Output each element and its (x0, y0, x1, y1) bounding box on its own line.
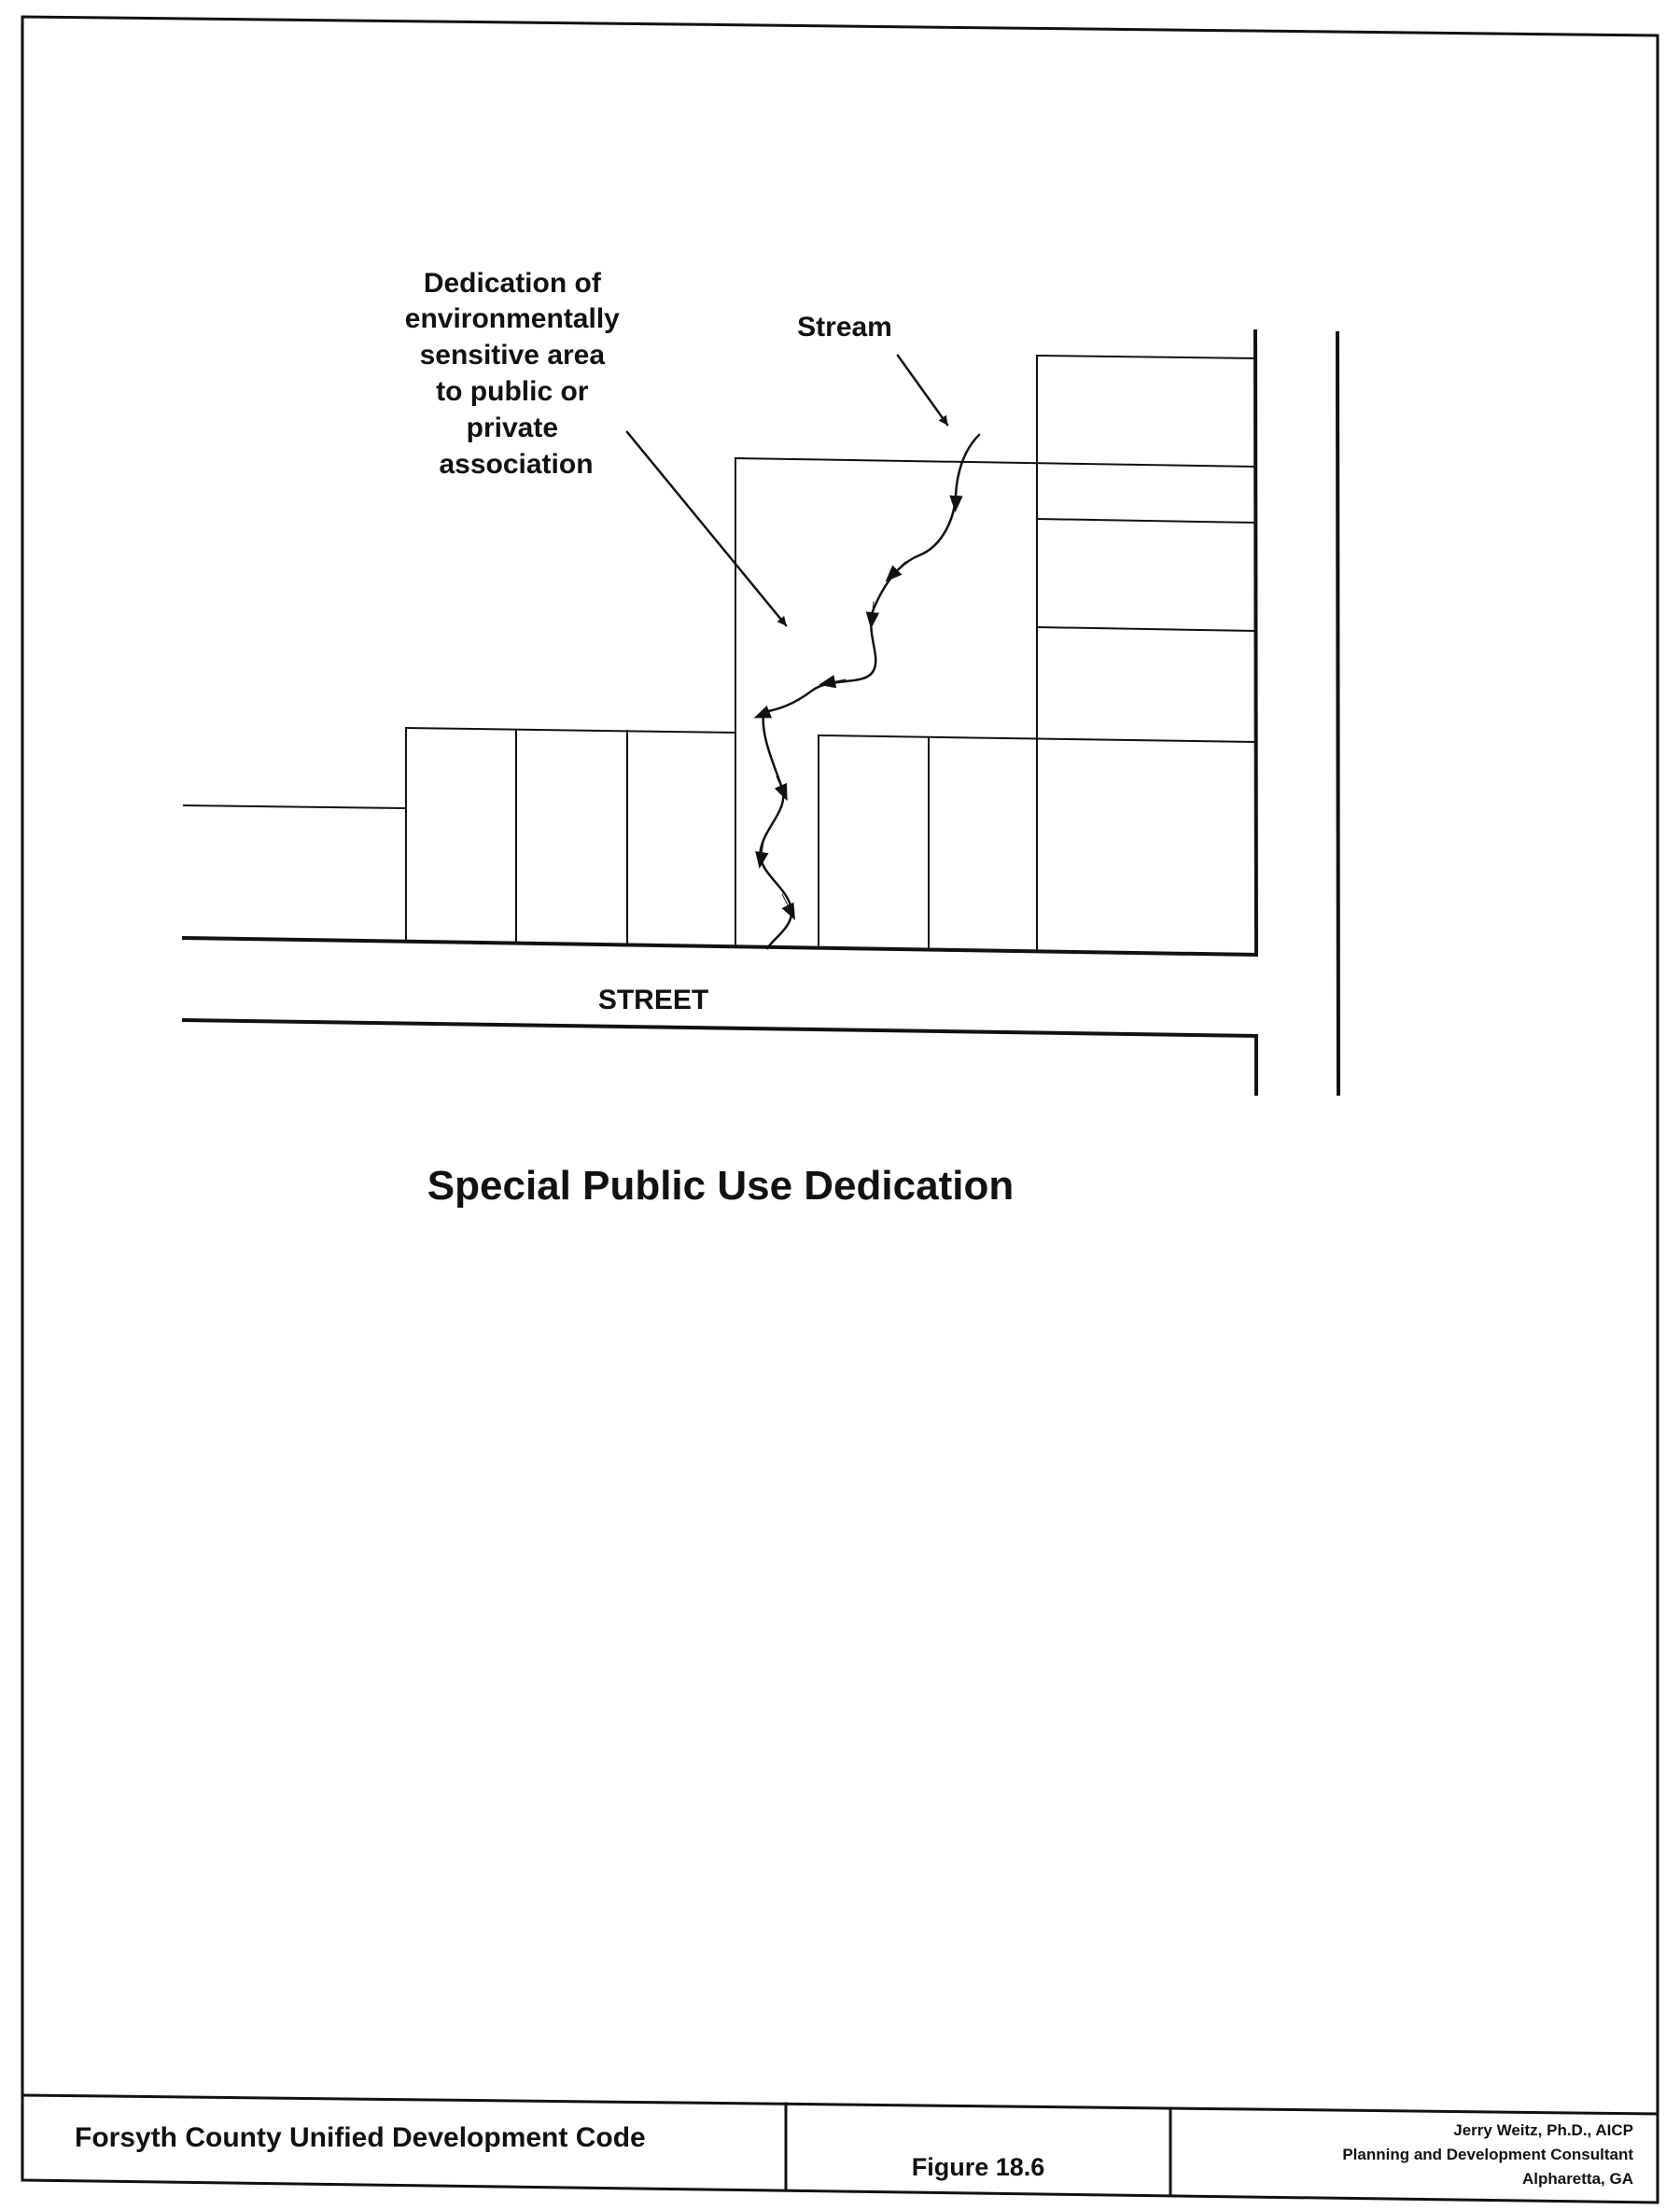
dedication-label-line: sensitive area (419, 340, 606, 371)
dedication-label (405, 268, 627, 480)
dedication-label-line: environmentally (404, 303, 620, 334)
consultant-role: Planning and Development Consultant (1342, 2146, 1633, 2163)
street-label: STREET (597, 985, 709, 1015)
consultant-location: Alpharetta, GA (1521, 2170, 1633, 2188)
title-block (22, 2095, 1658, 2193)
stream-leader-arrow (898, 356, 947, 425)
lot-lines (184, 331, 1338, 1094)
consultant-name: Jerry Weitz, Ph.D., AICP (1453, 2121, 1633, 2139)
dedication-label-line: Dedication of (423, 268, 601, 299)
lot-line (184, 805, 406, 808)
lot-line (1037, 356, 1255, 358)
title-block-top-rule (22, 2095, 1658, 2114)
figure-number: Figure 18.6 (911, 2153, 1045, 2181)
dedication-label-line: association (439, 449, 594, 480)
side-road-east-edge (1337, 333, 1338, 1094)
lot-line (1037, 519, 1255, 523)
stream-flow-arrow (777, 776, 784, 793)
side-road-west-edge (1255, 331, 1256, 955)
stream-label: Stream (797, 312, 892, 343)
stream (761, 435, 979, 948)
dedication-leader-arrow (627, 432, 786, 625)
stream-flow-arrow (891, 562, 905, 576)
dedication-area-north (735, 458, 1255, 467)
document-name: Forsyth County Unified Development Code (75, 2122, 646, 2153)
lot-line (1037, 627, 1255, 631)
stream-line (761, 435, 979, 948)
dedication-label-line: private (466, 413, 559, 443)
page-border (22, 17, 1658, 2203)
dedication-label-line: to public or (436, 376, 589, 407)
street-north-edge (184, 938, 1256, 955)
street-south-edge (184, 1020, 1256, 1036)
figure-title: Special Public Use Dedication (427, 1163, 1015, 1209)
lot-line (406, 728, 735, 733)
